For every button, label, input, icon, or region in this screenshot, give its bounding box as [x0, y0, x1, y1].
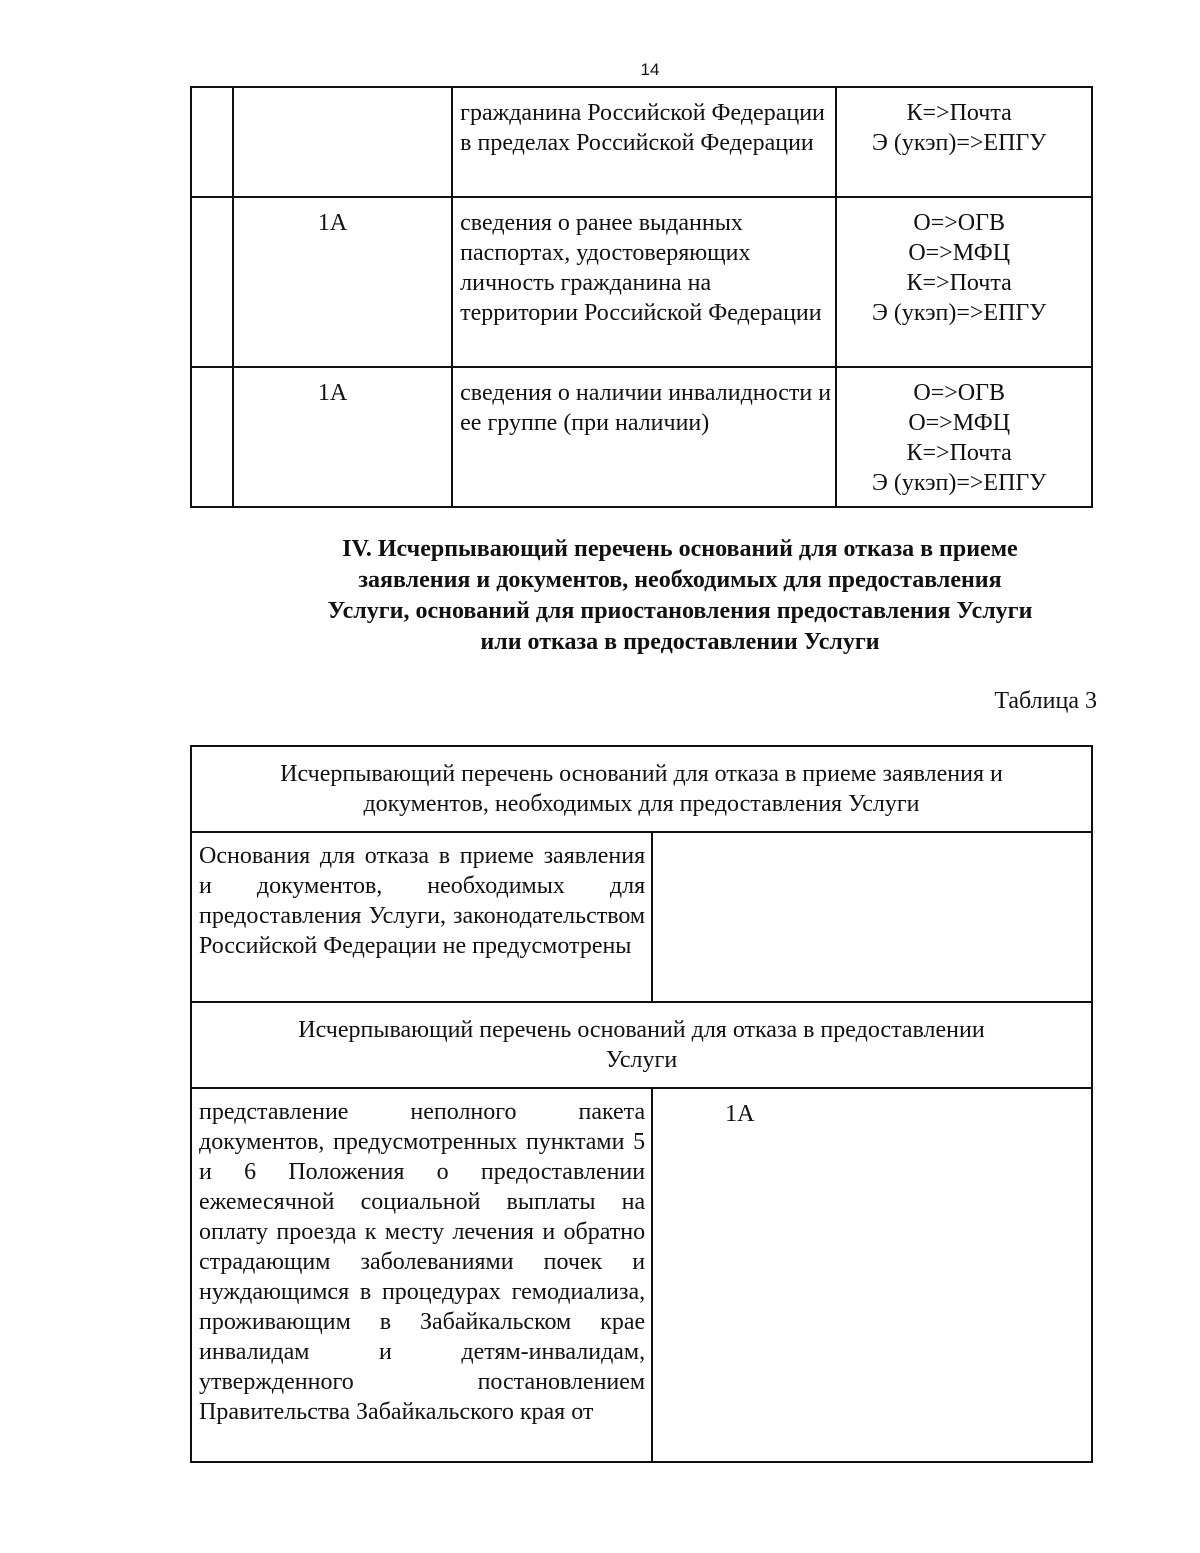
submission-way: О=>ОГВ [913, 380, 1005, 406]
refusal-provision-header [191, 1002, 1092, 1088]
table-row [191, 87, 1092, 197]
header-line: документов, необходимых для предоставления Услуги [363, 791, 920, 817]
refusal-provision-grounds: представление неполного пакета документов, предусмотренных пунктами 5 и 6 Положения о предоставлении ежемесячной социальной выплаты на оплату проезда к месту лечения и обратно страдающим заболеваниями почек и нуждающимся в процедурах гемодиализа, проживающим в Забайкальском крае инвалидам и детям-инвалидам, утвержденного постановлением Правительства Забайкальского края от [191, 1088, 652, 1462]
header-line: Исчерпывающий перечень оснований для отказа в приеме заявления и [280, 761, 1003, 787]
table-cell-number [191, 197, 233, 367]
table-cell-code: 1А [233, 197, 452, 367]
refusal-grounds-table [190, 745, 1093, 1463]
table-cell-description: сведения о наличии инвалидности и ее группе (при наличии) [452, 367, 836, 507]
page-number: 14 [640, 60, 660, 79]
section-heading [270, 534, 1090, 658]
section-heading-line: заявления и документов, необходимых для предоставления [358, 567, 1002, 593]
table-cell-submission-ways [836, 197, 1092, 367]
submission-way: О=>ОГВ [913, 210, 1005, 236]
table-header-row [191, 746, 1092, 832]
table-header-row [191, 1002, 1092, 1088]
table-cell-submission-ways [836, 367, 1092, 507]
table-cell-empty [652, 832, 1092, 1002]
table-row [191, 832, 1092, 1002]
table-row [191, 367, 1092, 507]
refusal-acceptance-grounds: Основания для отказа в приеме заявления и документов, необходимых для предоставления Услуги, законодательством Российской Федерации не предусмотрены [191, 832, 652, 1002]
table-cell-code: 1А [652, 1088, 1092, 1462]
submission-way: Э (укэп)=>ЕПГУ [872, 470, 1047, 496]
table-cell-number [191, 367, 233, 507]
refusal-acceptance-header [191, 746, 1092, 832]
submission-way: О=>МФЦ [908, 240, 1011, 266]
header-line: Услуги [605, 1047, 678, 1073]
table-label: Таблица 3 [994, 688, 1097, 714]
table-row [191, 197, 1092, 367]
submission-way: К=>Почта [906, 440, 1012, 466]
table-cell-description: сведения о ранее выданных паспортах, удостоверяющих личность гражданина на территории Российской Федерации [452, 197, 836, 367]
documents-table-continuation [190, 86, 1093, 508]
table-row [191, 1088, 1092, 1462]
submission-way: К=>Почта [906, 270, 1012, 296]
section-heading-line: Услуги, оснований для приостановления предоставления Услуги [327, 598, 1033, 624]
table-cell-number [191, 87, 233, 197]
submission-way: К=>Почта [906, 100, 1012, 126]
section-heading-line: или отказа в предоставлении Услуги [480, 629, 880, 655]
submission-way: Э (укэп)=>ЕПГУ [872, 130, 1047, 156]
table-cell-description: гражданина Российской Федерации в пределах Российской Федерации [452, 87, 836, 197]
section-heading-line: IV. Исчерпывающий перечень оснований для отказа в приеме [342, 536, 1018, 562]
table-cell-code [233, 87, 452, 197]
table-cell-code: 1А [233, 367, 452, 507]
submission-way: О=>МФЦ [908, 410, 1011, 436]
header-line: Исчерпывающий перечень оснований для отказа в предоставлении [298, 1017, 985, 1043]
table-cell-submission-ways [836, 87, 1092, 197]
submission-way: Э (укэп)=>ЕПГУ [872, 300, 1047, 326]
